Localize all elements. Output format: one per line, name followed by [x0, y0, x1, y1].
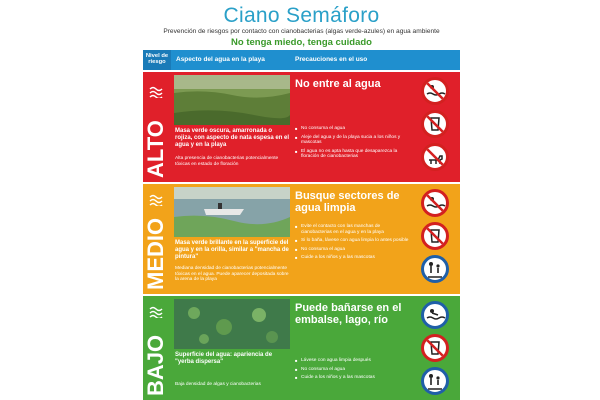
- slogan: No tenga miedo, tenga cuidado: [231, 37, 372, 48]
- list-item: ■ Cuide a los niños y a las mascotas: [295, 255, 410, 261]
- icon-column: [418, 77, 452, 176]
- no-dog-icon: [421, 143, 449, 171]
- header-risk-level: Nivel de riesgo: [143, 50, 171, 70]
- no-swimming-icon: [421, 189, 449, 217]
- list-item: ■ El agua no es apta hasta que desaparezca la floración de cianobacterias: [295, 149, 410, 160]
- list-item: ■ Si lo baña, lávese con agua limpia lo antes posible: [295, 238, 410, 244]
- band-bajo: [143, 296, 460, 400]
- page-title: Ciano Semáforo: [223, 4, 380, 27]
- photo-bajo: [174, 299, 290, 349]
- list-item: ■ Aleje del agua y de la playa sucia a los niños y mascotas: [295, 135, 410, 146]
- photo-medio: [174, 187, 290, 237]
- precaution-heading: Busque sectores de agua limpia: [295, 190, 400, 214]
- aspect-note: Baja densidad de algas y cianobacterias: [175, 382, 261, 387]
- icon-column: [418, 301, 452, 400]
- list-item: ■ Evite el contacto con las manchas de cianobacterias en el agua y en la playa: [295, 224, 410, 235]
- list-item: ■ Cuide a los niños y a las mascotas: [295, 375, 410, 381]
- list-item: ■ No consuma el agua: [295, 126, 410, 132]
- header-precautions: Precauciones en el uso: [295, 56, 368, 63]
- icon-column: [418, 189, 452, 288]
- aspect-description: Superficie del agua: apariencia de "yerba dispersa": [175, 352, 273, 365]
- aspect-description: Masa verde oscura, amarronada o rojiza, con aspecto de nata espesa en el agua y en la playa: [175, 128, 290, 148]
- wave-icon: [149, 86, 165, 98]
- precaution-heading: Puede bañarse en el embalse, lago, río: [295, 302, 402, 326]
- table-header: [143, 50, 460, 70]
- wave-icon: [149, 194, 165, 206]
- poster: [143, 0, 460, 400]
- aspect-description: Masa verde brillante en la superficie del agua y en la orilla, similar a "mancha de pintura": [175, 240, 289, 260]
- no-drinking-icon: [421, 222, 449, 250]
- family-icon: [421, 255, 449, 283]
- level-label: MEDIO: [143, 217, 168, 290]
- photo-alto: [174, 75, 290, 125]
- precaution-list: [295, 224, 410, 264]
- no-swimming-icon: [421, 77, 449, 105]
- precaution-heading: No entre al agua: [295, 78, 381, 90]
- family-icon: [421, 367, 449, 395]
- swimming-icon: [421, 301, 449, 329]
- band-medio: [143, 184, 460, 294]
- list-item: ■ Lávese con agua limpia después: [295, 358, 410, 364]
- precaution-list: [295, 126, 410, 163]
- no-drinking-icon: [421, 334, 449, 362]
- header-water-aspect: Aspecto del agua en la playa: [176, 56, 265, 63]
- aspect-note: Alta presencia de cianobacterias potencialmente tóxicas en estado de floración: [175, 156, 279, 167]
- list-item: ■ No consuma el agua: [295, 367, 410, 373]
- band-alto: [143, 72, 460, 182]
- level-label: BAJO: [143, 334, 168, 396]
- page-subtitle: Prevención de riesgos por contacto con cianobacterias (algas verde-azules) en agua ambiente: [163, 28, 440, 35]
- level-label: ALTO: [143, 120, 168, 178]
- no-drinking-icon: [421, 110, 449, 138]
- aspect-note: Mediana densidad de cianobacterias potencialmente tóxicas en el agua. Puede aparecer depositada sobre la arena de la playa: [175, 266, 289, 283]
- precaution-list: [295, 358, 410, 384]
- wave-icon: [149, 306, 165, 318]
- list-item: ■ No consuma el agua: [295, 247, 410, 253]
